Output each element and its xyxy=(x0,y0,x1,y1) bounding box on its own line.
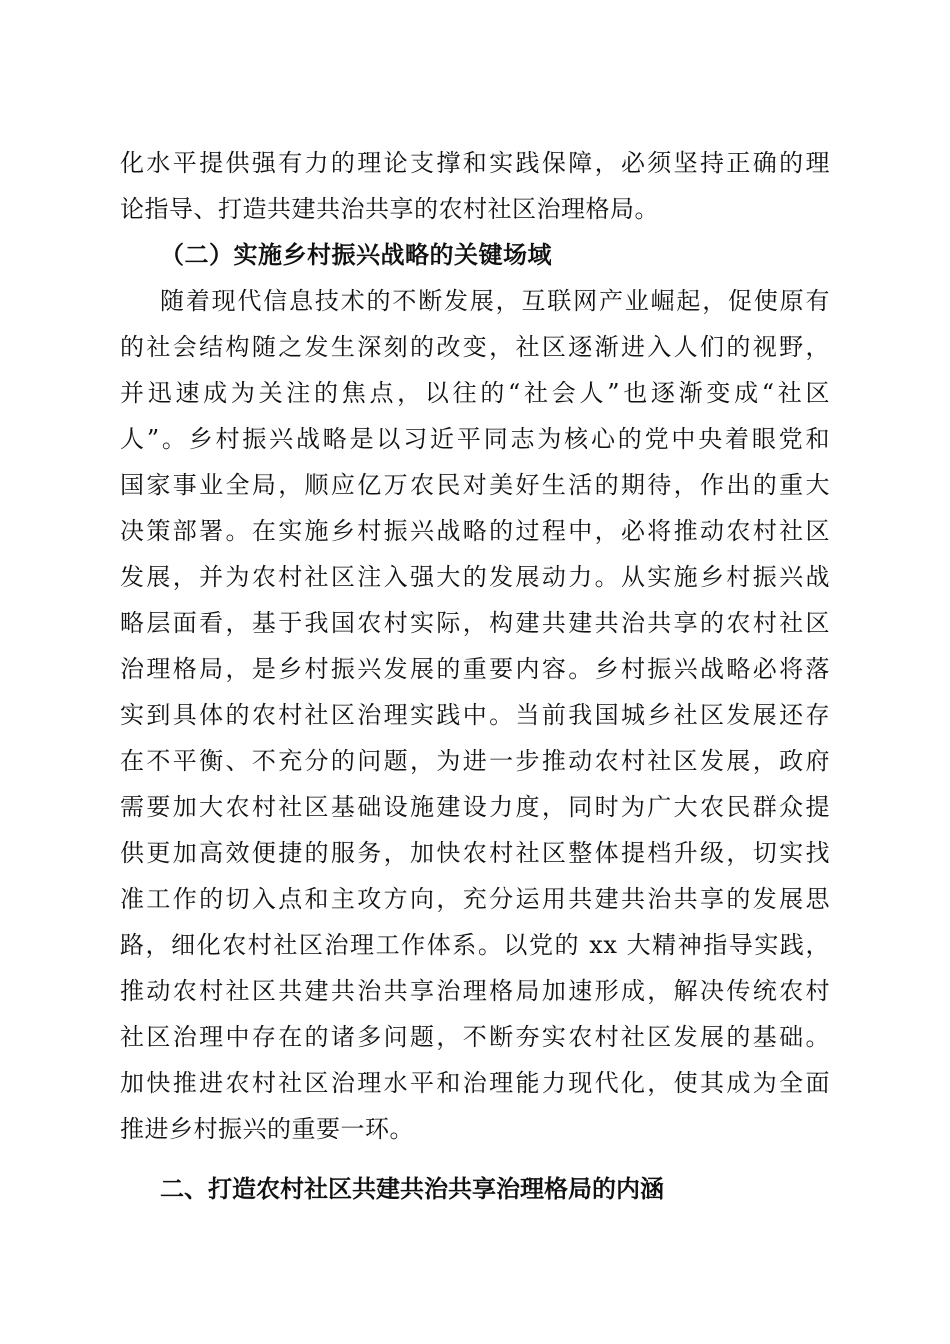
text-line: 需要加大农村社区基础设施建设力度，同时为广大农民群众提 xyxy=(120,793,830,821)
text-line: 国家事业全局，顺应亿万农民对美好生活的期待，作出的重大 xyxy=(120,471,830,499)
text-line: 推进乡村振兴的重要一环。 xyxy=(120,1115,414,1143)
text-line: 化水平提供强有力的理论支撑和实践保障，必须坚持正确的理 xyxy=(120,149,830,177)
subheading: （二）实施乡村振兴战略的关键场域 xyxy=(160,240,552,269)
text-line: 的社会结构随之发生深刻的改变，社区逐渐进入人们的视野， xyxy=(120,333,830,361)
text-line: 决策部署。在实施乡村振兴战略的过程中，必将推动农村社区 xyxy=(120,517,830,545)
section-heading: 二、打造农村社区共建共治共享治理格局的内涵 xyxy=(160,1175,664,1203)
text-line: 社区治理中存在的诸多问题，不断夯实农村社区发展的基础。 xyxy=(120,1023,830,1051)
text-line: 并迅速成为关注的焦点，以往的“社会人”也逐渐变成“社区 xyxy=(120,379,830,407)
text-line: 发展，并为农村社区注入强大的发展动力。从实施乡村振兴战 xyxy=(120,563,830,591)
text-line: 实到具体的农村社区治理实践中。当前我国城乡社区发展还存 xyxy=(120,701,830,729)
text-line: 路，细化农村社区治理工作体系。以党的 xx 大精神指导实践， xyxy=(120,931,830,959)
text-line: 供更加高效便捷的服务，加快农村社区整体提档升级，切实找 xyxy=(120,839,830,867)
text-line: 推动农村社区共建共治共享治理格局加速形成，解决传统农村 xyxy=(120,977,830,1005)
text-line: 在不平衡、不充分的问题，为进一步推动农村社区发展，政府 xyxy=(120,747,830,775)
text-line: 人”。乡村振兴战略是以习近平同志为核心的党中央着眼党和 xyxy=(120,425,830,453)
text-line: 随着现代信息技术的不断发展，互联网产业崛起，促使原有 xyxy=(160,287,830,315)
text-line: 加快推进农村社区治理水平和治理能力现代化，使其成为全面 xyxy=(120,1069,830,1097)
text-line: 略层面看，基于我国农村实际，构建共建共治共享的农村社区 xyxy=(120,609,830,637)
text-line: 准工作的切入点和主攻方向，充分运用共建共治共享的发展思 xyxy=(120,885,830,913)
document-body xyxy=(120,140,830,1212)
text-line: 治理格局，是乡村振兴发展的重要内容。乡村振兴战略必将落 xyxy=(120,655,830,683)
text-line: 论指导、打造共建共治共享的农村社区治理格局。 xyxy=(120,195,659,223)
